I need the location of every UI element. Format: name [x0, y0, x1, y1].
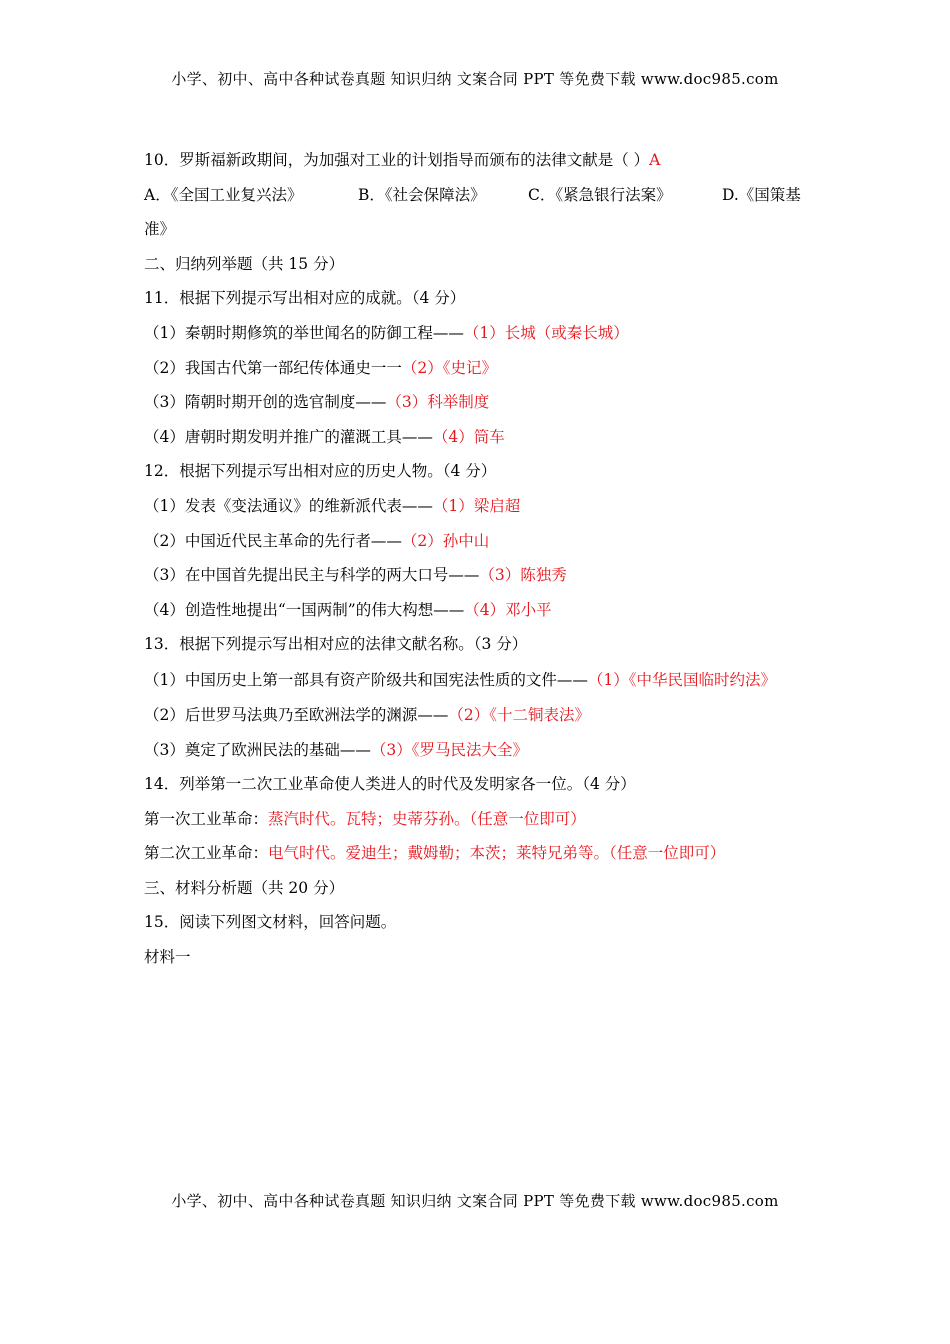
q13-item-1 — [144, 662, 810, 698]
q13-item-1-answer: （1）《中华民国临时约法》 — [587, 670, 776, 689]
q11-item-2-answer: （2）《史记》 — [401, 358, 497, 377]
section3-title: 三、材料分析题（共 20 分） — [144, 878, 345, 897]
q10-stem: 10．罗斯福新政期间，为加强对工业的计划指导而颁布的法律文献是（ ） — [144, 151, 650, 169]
q10-options — [144, 178, 810, 213]
q14-item-2 — [144, 836, 810, 871]
q12-item-3-answer: （3）陈独秀 — [479, 566, 567, 585]
q10-option-c: C．《紧急银行法案》 — [528, 185, 672, 204]
q12-item-4 — [144, 593, 810, 628]
q11-item-3 — [144, 385, 810, 420]
q10-option-d: D.《国策基 — [722, 185, 801, 204]
q15-stem: 15．阅读下列图文材料，回答问题。 — [144, 913, 397, 932]
q10-answer: A — [649, 151, 661, 169]
q13-stem: 13．根据下列提示写出相对应的法律文献名称。（3 分） — [144, 635, 528, 654]
q10-option-d-wrap: 准》 — [144, 220, 176, 239]
q13-item-2-prompt: （2）后世罗马法典乃至欧洲法学的渊源—— — [144, 705, 449, 724]
q10-option-b: B．《社会保障法》 — [358, 185, 486, 204]
q11-item-1 — [144, 316, 810, 351]
q12-item-2 — [144, 524, 810, 559]
q13-item-3-prompt: （3）奠定了欧洲民法的基础—— — [144, 740, 371, 759]
q11-item-4-prompt: （4）唐朝时期发明并推广的灌溉工具—— — [144, 427, 433, 446]
q14-item-1-prompt: 第一次工业革命： — [144, 809, 269, 828]
q11-item-3-prompt: （3）隋朝时期开创的选官制度—— — [144, 393, 387, 412]
q14-item-2-answer: 电气时代。爱迪生；戴姆勒；本茨；莱特兄弟等。（任意一位即可） — [268, 844, 726, 863]
q12-item-2-answer: （2）孙中山 — [401, 531, 490, 550]
q14-stem: 14．列举第一二次工业革命使人类进人的时代及发明家各一位。（4 分） — [144, 775, 636, 794]
q12-item-3 — [144, 558, 810, 593]
q11-stem: 11．根据下列提示写出相对应的成就。（4 分） — [144, 289, 466, 308]
q10-stem-line — [144, 143, 810, 178]
q11-item-3-answer: （3）科举制度 — [386, 393, 490, 412]
q13-item-3-answer: （3）《罗马民法大全》 — [370, 740, 528, 759]
q15-material-label: 材料一 — [144, 948, 191, 967]
q11-item-2-prompt: （2）我国古代第一部纪传体通史一一 — [144, 358, 402, 377]
q11-item-4-answer: （4）筒车 — [432, 427, 505, 446]
q12-item-3-prompt: （3）在中国首先提出民主与科学的两大口号—— — [144, 566, 480, 585]
q11-item-4 — [144, 420, 810, 455]
q13-item-3 — [144, 733, 810, 768]
page-header: 小学、初中、高中各种试卷真题 知识归纳 文案合同 PPT 等免费下载 www.doc985.com — [171, 70, 779, 88]
q13-item-2-answer: （2）《十二铜表法》 — [448, 705, 590, 724]
q10-option-a: A．《全国工业复兴法》 — [144, 185, 303, 204]
q12-item-1 — [144, 489, 810, 524]
q14-item-2-prompt: 第二次工业革命： — [144, 844, 269, 863]
page-footer: 小学、初中、高中各种试卷真题 知识归纳 文案合同 PPT 等免费下载 www.doc985.com — [171, 1192, 779, 1210]
q11-item-2 — [144, 351, 810, 386]
q11-item-1-answer: （1）长城（或秦长城） — [463, 323, 629, 342]
q12-item-4-answer: （4）邓小平 — [464, 600, 552, 619]
exam-content — [144, 143, 810, 975]
q12-item-4-prompt: （4）创造性地提出“一国两制”的伟大构想—— — [144, 600, 465, 619]
q13-item-1-prompt: （1）中国历史上第一部具有资产阶级共和国宪法性质的文件—— — [144, 670, 588, 689]
section2-title: 二、归纳列举题（共 15 分） — [144, 254, 345, 273]
q12-item-1-answer: （1）梁启超 — [432, 496, 521, 515]
q12-stem: 12．根据下列提示写出相对应的历史人物。（4 分） — [144, 462, 497, 481]
q11-item-1-prompt: （1）秦朝时期修筑的举世闻名的防御工程—— — [144, 323, 464, 342]
q12-item-2-prompt: （2）中国近代民主革命的先行者—— — [144, 531, 402, 550]
q12-item-1-prompt: （1）发表《变法通议》的维新派代表—— — [144, 496, 433, 515]
q14-item-1-answer: 蒸汽时代。瓦特；史蒂芬孙。（任意一位即可） — [268, 809, 586, 828]
q13-item-2 — [144, 698, 810, 733]
q14-item-1 — [144, 802, 810, 837]
